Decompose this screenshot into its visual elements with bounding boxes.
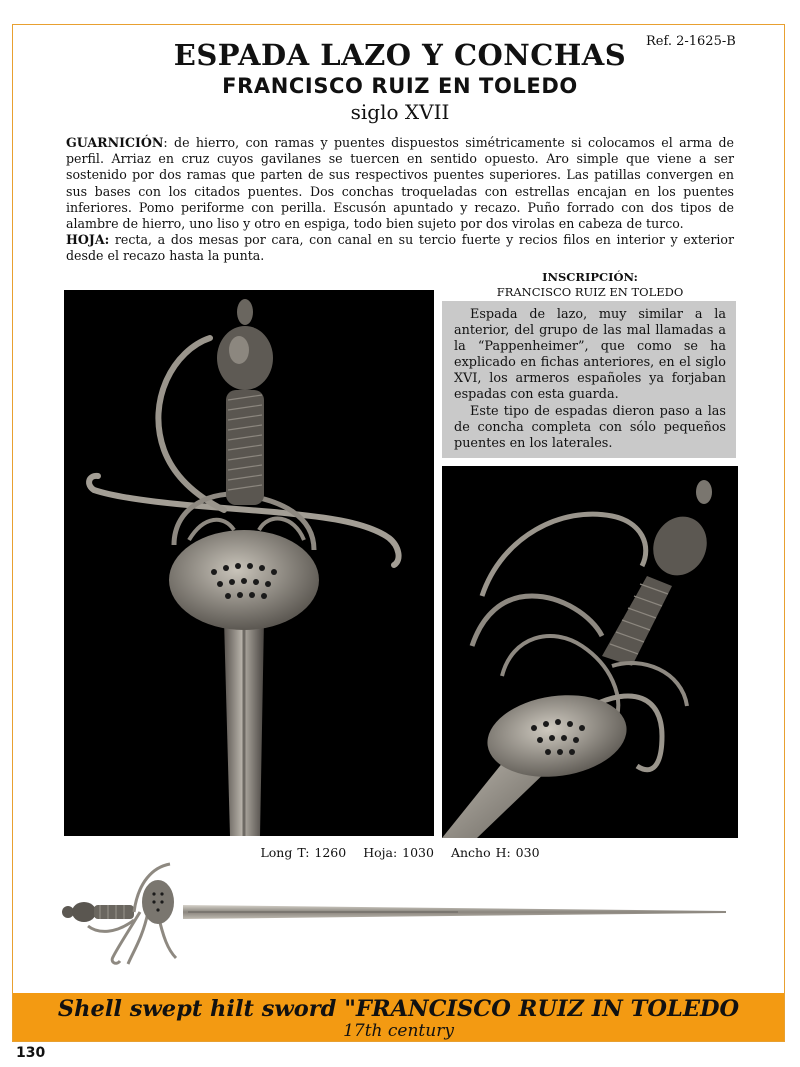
blade-length: Hoja: 1030 (363, 845, 434, 860)
reference-number: Ref. 2-1625-B (646, 34, 736, 49)
guarnicion-label: GUARNICIÓN (66, 135, 164, 150)
guarnicion-paragraph (66, 135, 734, 232)
page-number: 130 (16, 1045, 46, 1061)
full-sword-photo (58, 862, 730, 972)
description-block (66, 135, 734, 265)
note-box (442, 301, 736, 458)
inscription-heading: INSCRIPCIÓN: (542, 270, 638, 284)
dimensions-line (0, 845, 800, 860)
page-subtitle: FRANCISCO RUIZ EN TOLEDO (222, 74, 578, 98)
footer-banner (13, 993, 784, 1041)
note-paragraph-2: Este tipo de espadas dieron paso a las de concha completa con sólo pequeños puentes en los laterales. (454, 403, 726, 451)
guarnicion-text: : de hierro, con ramas y puentes dispuestos simétricamente si colocamos el arma de perfil. Arriaz en cruz cuyos gavilanes se tuercen en sentido opuesto. Aro simple que viene a ser sostenido por dos ramas que parten de sus respectivos puentes superiores. Las patillas convergen en sus bases con los citados puentes. Dos conchas troqueladas con estrellas encajan en los puentes inferiores. Pomo periforme con perilla. Escusón apuntado y recazo. Puño forrado con dos tipos de alambre de hierro, uno liso y otro en espiga, todo bien sujeto por dos virolas en cabeza de turco. (66, 135, 734, 232)
footer-title-en: Shell swept hilt sword "FRANCISCO RUIZ IN TOLEDO (57, 996, 740, 1022)
hilt-side-image (442, 466, 738, 838)
inscription-text: FRANCISCO RUIZ EN TOLEDO (496, 285, 684, 299)
hoja-text: recta, a dos mesas por cara, con canal en su tercio fuerte y recios filos en interior y exterior desde el recazo hasta la punta. (66, 232, 734, 264)
hoja-paragraph (66, 232, 734, 264)
hilt-front-photo (64, 290, 434, 836)
blade-width: Ancho H: 030 (450, 845, 540, 860)
full-sword-image (58, 862, 730, 972)
note-paragraph-1: Espada de lazo, muy similar a la anterior, del grupo de las mal llamadas a la “Pappenheimer”, que como se ha explicado en fichas anteriores, en el siglo XVI, los armeros españoles ya forjaban espadas con esta guarda. (454, 307, 726, 403)
length-total: Long T: 1260 (260, 845, 347, 860)
century-label: siglo XVII (350, 100, 450, 124)
hoja-label: HOJA: (66, 232, 110, 248)
hilt-front-image (64, 290, 434, 836)
page-title: ESPADA LAZO Y CONCHAS (173, 38, 627, 72)
hilt-side-photo (442, 466, 738, 838)
footer-century-en: 17th century (343, 1021, 454, 1041)
